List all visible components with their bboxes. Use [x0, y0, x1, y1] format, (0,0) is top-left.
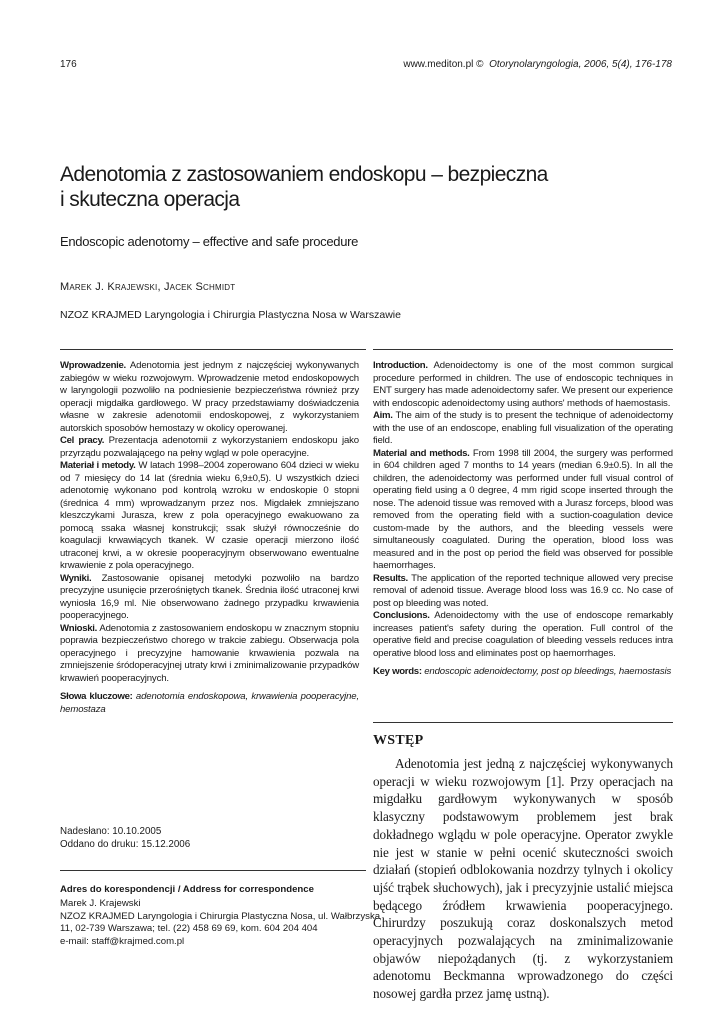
- abstract-pl-methods-label: Materiał i metody.: [60, 460, 136, 471]
- journal-reference: Otorynolaryngologia, 2006, 5(4), 176-178: [489, 59, 672, 70]
- page-header: [60, 59, 672, 73]
- abstract-divider-left: [60, 349, 366, 350]
- copyright-symbol: ©: [476, 59, 484, 70]
- abstract-en-methods-label: Material and methods.: [373, 447, 470, 459]
- abstract-en-aim-label: Aim.: [373, 410, 393, 421]
- intro-divider: [373, 722, 673, 723]
- correspondence-name: Marek J. Krajewski: [60, 898, 141, 910]
- abstract-pl-results-text: Zastosowanie opisanej metodyki pozwoliło na bardzo precyzyjne usunięcie przerośniętych tkanek. Średnia ilość utraconej krwi wyniosła 16,9 ml. Nie obserwowano żadnego przypadku krwawienia pooperacyjnego.: [60, 572, 359, 621]
- abstract-en-intro-text: Adenoidectomy is one of the most common surgical procedure performed in children. The use of endoscopic techniques in ENT surgery has made adenoidectomy safer. We present our experience with endoscopic adenoidectomy using authors' methods of haemostasis.: [373, 360, 673, 409]
- abstract-pl-methods-text: W latach 1998–2004 zoperowano 604 dzieci w wieku od 7 miesięcy do 14 lat (średnia wieku 6,9±0,5). U wszystkich dzieci adenotomię wykonano pod kontrolą wzroku w endoskopie 0 stopni (średnica 4 mm) wprowadzanym przez nos. Migdałek zmniejszano kleszczykami Jurasza, krew z pola operacyjnego ewakuowano za pomocą ssaka własnej konstrukcji; ssak służył równocześnie do koagulacji krwawiących tkanek. W czasie operacji mierzono ilość utraconej krwi, a w okresie pooperacyjnym obserwowano ewentualne krwawienie z pola operacyjnego.: [60, 460, 359, 571]
- journal-site: www.mediton.pl: [403, 59, 474, 70]
- abstract-en-results-text: The application of the reported technique allowed very precise removal of adenoid tissue. Average blood loss was 16.9 cc. No case of post op bleeding was noted.: [373, 572, 673, 609]
- title-line-2: i skuteczna operacja: [60, 188, 240, 211]
- running-head: [403, 59, 672, 70]
- abstract-en-conclusions-text: Adenoidectomy with the use of endoscope remarkably increases patient's safety during the operation. Full control of the operative field and precise coagulation of bleeding vessels reduces intra operative blood loss and eliminates post op haemorrhages.: [373, 610, 673, 659]
- abstract-en-intro: [373, 360, 673, 410]
- submission-dates: [60, 825, 190, 851]
- abstract-en-keywords-list: endoscopic adenoidectomy, post op bleedings, haemostasis: [421, 666, 672, 677]
- abstract-polish: [60, 360, 359, 716]
- abstract-divider-right: [373, 349, 673, 350]
- abstract-pl-intro: [60, 360, 359, 435]
- abstract-pl-results-label: Wyniki.: [60, 572, 92, 584]
- accepted-date: Oddano do druku: 15.12.2006: [60, 839, 191, 850]
- abstract-en-results-label: Results.: [373, 572, 408, 584]
- correspondence-block: [60, 884, 381, 948]
- abstract-en-methods-text: From 1998 till 2004, the surgery was performed in 604 children aged 7 months to 14 years (median 6.9±0.5). In all the children, the adenoidectomy was performed under full visual control of operating field using a 0 degree, 4 mm rigid scope inserted through the nose. The adenoid tissue was removed with a Jurasz forceps, blood was removed from the operating field with a suction-coagulation device custom-made by the authors, and the bleeding vessels were simultaneously coagulated. During the operation, blood loss was measured and in the post op period the field was observed for possible haemorrhages.: [373, 447, 673, 571]
- abstract-en-aim: [373, 410, 673, 448]
- article-authors: Marek J. Krajewski, Jacek Schmidt: [60, 281, 236, 293]
- article-subtitle: Endoscopic adenotomy – effective and safe procedure: [60, 234, 359, 249]
- abstract-en-aim-text: The aim of the study is to present the technique of adenoidectomy with the use of an endoscope, enabling full visualization of the operating field.: [373, 410, 673, 446]
- abstract-pl-aim-text: Prezentacja adenotomii z wykorzystaniem endoskopu jako przyrządu pozwalającego na pełny wgląd w pole operacyjne.: [60, 435, 359, 459]
- abstract-en-keywords: [373, 666, 673, 679]
- correspondence-address-line-1: NZOZ KRAJMED Laryngologia i Chirurgia Plastyczna Nosa, ul. Wałbrzyska: [60, 910, 381, 922]
- abstract-en-intro-label: Introduction.: [373, 360, 428, 371]
- abstract-pl-keywords-label: Słowa kluczowe:: [60, 691, 133, 702]
- article-affiliation: NZOZ KRAJMED Laryngologia i Chirurgia Plastyczna Nosa w Warszawie: [60, 309, 401, 321]
- intro-body: Adenotomia jest jedną z najczęściej wykonywanych operacji w wieku rozwojowym [1]. Przy operacjach na migdałku gardłowym wykonywanych w sposób klasyczny podstawowym problemem jest brak dokładnego wglądu w pole operacyjne. Operator zwykle nie jest w stanie w pełni ocenić skuteczności swoich działań (stopień odblokowania nozdrzy tylnych i okolicy ujść trąbek słuchowych), jak i precyzyjnie ustalić miejsca będącego źródłem krwawienia pooperacyjnego. Chirurdzy poszukują coraz doskonalszych metod operacyjnych pozwalających na zminimalizowanie objawów niepożądanych (tj. z wykorzystaniem adenotomu Beckmanna wprowadzonego do części nosowej gardła przez jamę ustną).: [373, 756, 673, 1002]
- received-date: Nadesłano: 10.10.2005: [60, 826, 162, 837]
- abstract-pl-intro-label: Wprowadzenie.: [60, 360, 126, 371]
- abstract-pl-keywords: [60, 691, 359, 716]
- abstract-pl-keywords-list: adenotomia endoskopowa, krwawienia pooperacyjne, hemostaza: [60, 691, 359, 715]
- abstract-pl-intro-text: Adenotomia jest jednym z najczęściej wykonywanych zabiegów w wieku rozwojowym. Wprowadzenie metod endoskopowych w laryngologii pozwoliło na podniesienie bezpieczeństwa również przy operacji migdałka gardłowego. W pracy przedstawiamy doświadczenia własne w zakresie adenotomii endoskopowej, z wykorzystaniem autorskich sposobów hemostazy w okolicy operowanej.: [60, 360, 359, 434]
- abstract-pl-conclusions: [60, 623, 359, 686]
- abstract-pl-results: [60, 573, 359, 623]
- correspondence-heading: Adres do korespondencji / Address for correspondence: [60, 884, 314, 895]
- abstract-pl-aim: [60, 435, 359, 460]
- abstract-en-methods: [373, 448, 673, 573]
- correspondence-email: e-mail: staff@krajmed.com.pl: [60, 935, 185, 947]
- title-line-1: Adenotomia z zastosowaniem endoskopu – bezpieczna: [60, 163, 548, 186]
- correspondence-divider: [60, 870, 366, 871]
- abstract-en-conclusions: [373, 610, 673, 660]
- abstract-pl-aim-label: Cel pracy.: [60, 435, 105, 446]
- article-title: [60, 162, 620, 212]
- page-number: 176: [60, 59, 77, 70]
- correspondence-address-line-2: 11, 02-739 Warszawa; tel. (22) 458 69 69, kom. 604 204 404: [60, 923, 318, 935]
- abstract-pl-methods: [60, 460, 359, 573]
- intro-heading: WSTĘP: [373, 733, 424, 748]
- abstract-pl-conclusions-label: Wnioski.: [60, 622, 98, 634]
- abstract-en-results: [373, 573, 673, 611]
- abstract-en-conclusions-label: Conclusions.: [373, 610, 430, 621]
- abstract-english: [373, 360, 673, 679]
- abstract-pl-conclusions-text: Adenotomia z zastosowaniem endoskopu w znacznym stopniu poprawia bezpieczeństwo chorego w trakcie zabiegu. Obserwacja pola operacyjnego i precyzyjne hamowanie krwawienia pozwala na zmniejszenie śródoperacyjnej utraty krwi i zminimalizowanie przypadków krwawień pooperacyjnych.: [60, 622, 359, 684]
- abstract-en-keywords-label: Key words:: [373, 666, 422, 677]
